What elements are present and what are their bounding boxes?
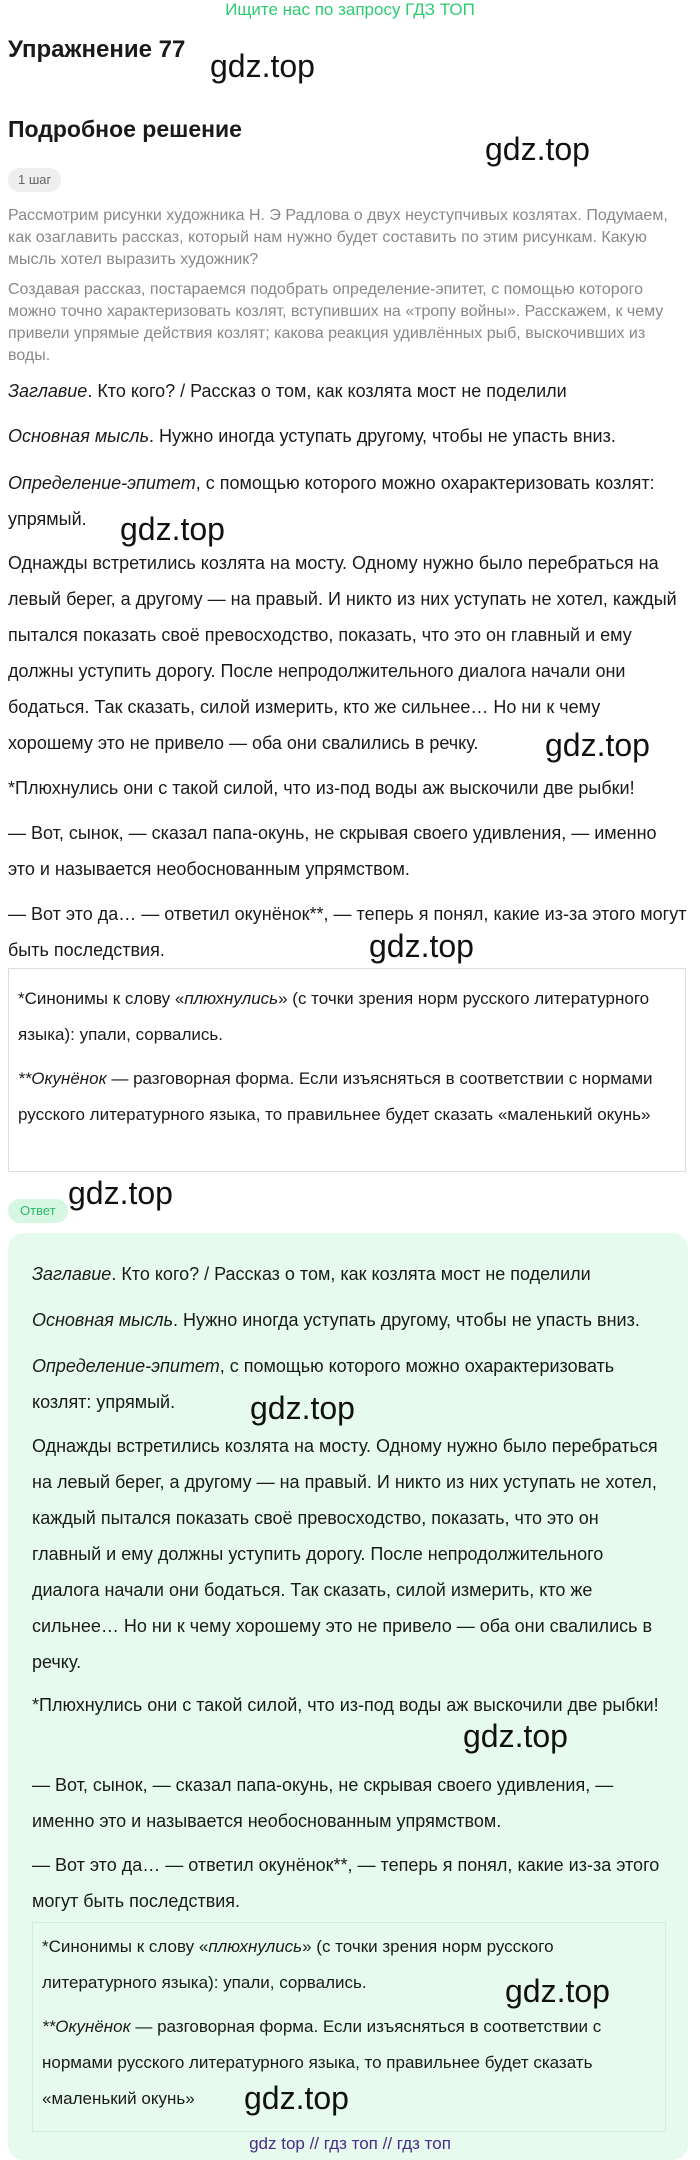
footnote-2: **Окунёнок — разговорная форма. Если изъясняться в соответствии с нормами русского литературного языка, то правильнее будет сказать «маленький окунь» [18,1069,653,1124]
solution-idea-line [8,418,688,454]
watermark: gdz.top [120,511,225,547]
father-line: — Вот, сынок, — сказал папа-окунь, не скрывая своего удивления, — именно это и называется необоснованным упрямством. [8,823,657,879]
answer-footnote-1: *Синонимы к слову «плюхнулись» (с точки зрения норм русского литературного языка): упали, сорвались. [42,1937,554,1992]
answer-badge: Ответ [8,1199,68,1223]
watermark: gdz.top [545,727,650,763]
watermark: gdz.top [210,48,315,84]
solution-epithet-line [8,465,673,537]
epithet-text: , с помощью которого можно охарактеризовать козлят: упрямый. [8,473,655,529]
step-badge: 1 шаг [8,168,61,192]
answer-son: — Вот это да… — ответил окунёнок**, — теперь я понял, какие из-за этого могут быть последствия. [32,1855,660,1911]
idea-text: . Нужно иногда уступать другому, чтобы не упасть вниз. [149,426,616,446]
intro-paragraph: Создавая рассказ, постараемся подобрать определение-эпитет, с помощью которого можно точно характеризовать козлят, вступивших на «тропу войны». Расскажем, к чему привели упрямые действия козлят; какова реакция удивлённых рыб, выскочивших из воды. [8,281,664,364]
title-text: . Кто кого? / Рассказ о том, как козлята мост не поделили [87,381,567,401]
intro-paragraph: Рассмотрим рисунки художника Н. Э Радлова о двух неуступчивых козлятах. Подумаем, как озаглавить рассказ, который нам нужно будет составить по этим рисункам. Какую мысль хотел выразить художник? [8,207,668,268]
watermark: gdz.top [250,1390,355,1426]
watermark: gdz.top [369,928,474,964]
splash-line: *Плюхнулись они с такой силой, что из-под воды аж выскочили две рыбки! [8,778,635,798]
watermark: gdz.top [244,2080,349,2116]
answer-title-line: Заглавие. Кто кого? / Рассказ о том, как козлята мост не поделили [32,1264,591,1284]
watermark: gdz.top [505,1973,610,2009]
answer-idea-line: Основная мысль. Нужно иногда уступать другому, чтобы не упасть вниз. [32,1310,640,1330]
watermark: gdz.top [463,1718,568,1754]
title-label: Заглавие [8,381,88,401]
answer-splash: *Плюхнулись они с такой силой, что из-под воды аж выскочили две рыбки! [32,1695,659,1715]
section-title: Подробное решение [8,116,242,142]
son-line: — Вот это да… — ответил окунёнок**, — теперь я понял, какие из-за этого могут быть последствия. [8,904,687,960]
watermark: gdz.top [485,131,590,167]
search-banner[interactable]: Ищите нас по запросу ГДЗ ТОП [225,0,475,19]
epithet-label: Определение-эпитет [8,473,196,493]
answer-story: Однажды встретились козлята на мосту. Одному нужно было перебраться на левый берег, а другому — на правый. И никто из них уступать не хотел, каждый пытался показать своё превосходство, показать, что это он главный и ему должны уступить дорогу. После непродолжительного диалога начали они бодаться. Так сказать, силой измерить, кто же сильнее… Но ни к чему хорошему это не привело — оба они свалились в речку. [32,1436,658,1672]
footer-links[interactable]: gdz top // гдз топ // гдз топ [249,2134,451,2153]
idea-label: Основная мысль [8,426,150,446]
answer-footnote-box [32,1922,666,2132]
solution-title-line [8,373,688,409]
answer-father: — Вот, сынок, — сказал папа-окунь, не скрывая своего удивления, — именно это и называется необоснованным упрямством. [32,1775,614,1831]
footnote-1: *Синонимы к слову «плюхнулись» (с точки зрения норм русского литературного языка): упали, сорвались. [18,989,650,1044]
answer-epithet-line: Определение-эпитет, с помощью которого можно охарактеризовать козлят: упрямый. [32,1356,615,1412]
footnote-box [8,968,686,1172]
watermark: gdz.top [68,1175,173,1211]
page-title: Упражнение 77 [8,36,186,63]
story-paragraph: Однажды встретились козлята на мосту. Одному нужно было перебраться на левый берег, а другому — на правый. И никто из них уступать не хотел, каждый пытался показать своё превосходство, показать, что это он главный и ему должны уступить дорогу. После непродолжительного диалога начали они бодаться. Так сказать, силой измерить, кто же сильнее… Но ни к чему хорошему это не привело — оба они свалились в речку. [8,553,677,753]
answer-footnote-2: **Окунёнок — разговорная форма. Если изъясняться в соответствии с нормами русского литературного языка, то правильнее будет сказать «маленький окунь» [42,2017,602,2108]
